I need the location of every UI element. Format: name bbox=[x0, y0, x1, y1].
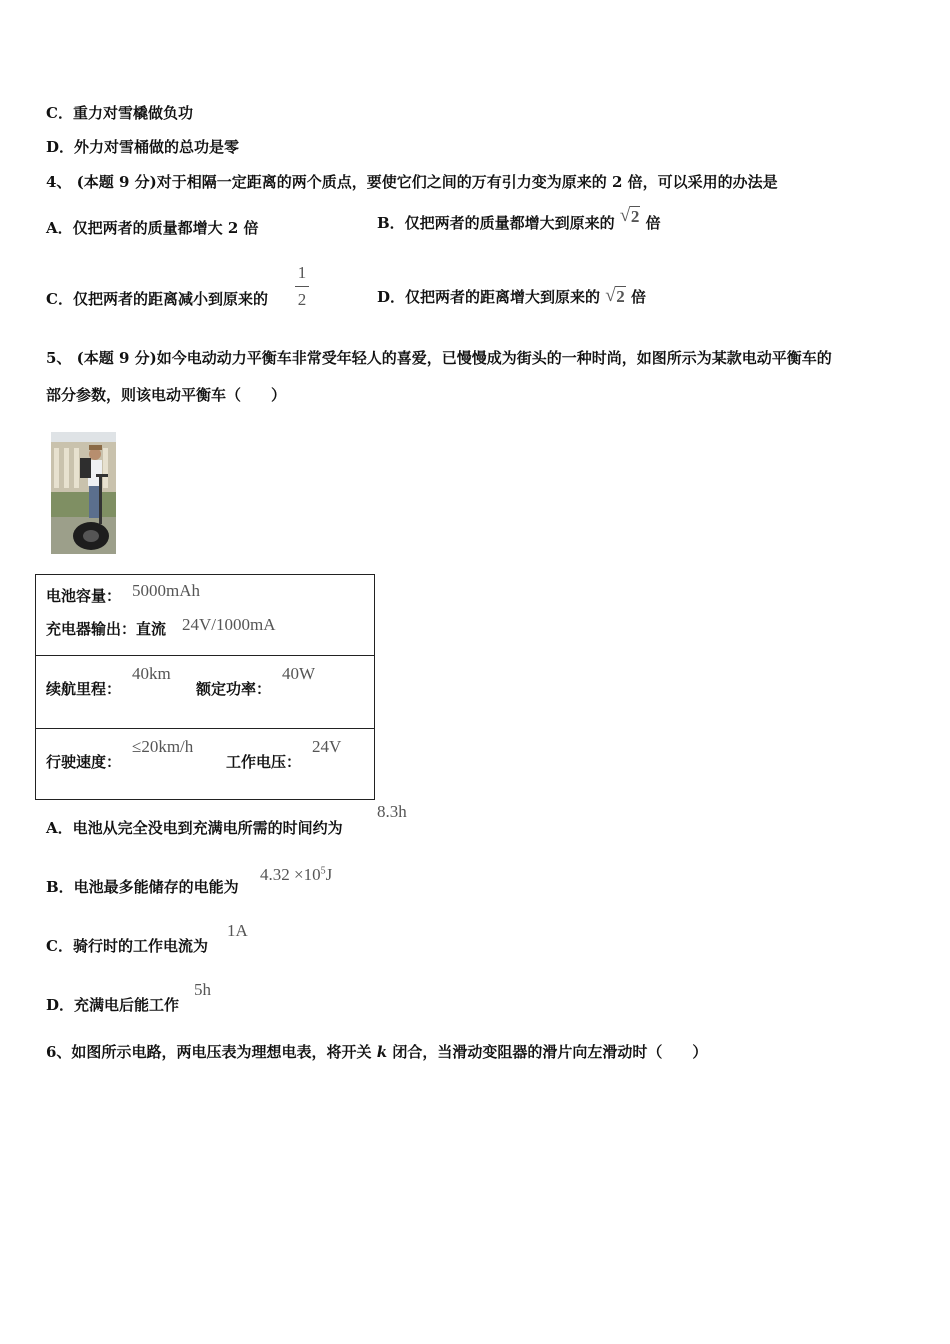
q5-stem-line1: 5、 (本题 9 分)如今电动动力平衡车非常受年轻人的喜爱，已慢慢成为街头的一种时尚，如图所示为某款电动平衡车的 bbox=[46, 349, 832, 367]
fraction-bar bbox=[295, 286, 309, 287]
fraction-numerator: 1 bbox=[297, 263, 307, 282]
q5-option-a-value: 8.3h bbox=[377, 802, 407, 821]
q4-option-b-radicand: 2 bbox=[630, 207, 640, 226]
q4-option-d-radicand: 2 bbox=[616, 287, 625, 306]
radical-icon: √ bbox=[619, 205, 631, 226]
speed-value: ≤20km/h bbox=[132, 737, 194, 756]
range-value: 40km bbox=[132, 664, 171, 683]
balance-scooter-photo bbox=[51, 432, 116, 554]
q4-option-b-suffix: 倍 bbox=[645, 214, 661, 232]
q5-option-b-unit: J bbox=[325, 865, 333, 884]
q3-option-d: D．外力对雪桶做的总功是零 bbox=[46, 138, 240, 156]
table-row bbox=[36, 729, 375, 800]
table-cell bbox=[36, 575, 375, 656]
q4-option-b-text: B．仅把两者的质量都增大到原来的 bbox=[377, 214, 615, 232]
table-cell bbox=[36, 729, 375, 800]
q4-option-b bbox=[377, 205, 661, 233]
q5-option-b: B．电池最多能储存的电能为 bbox=[46, 878, 239, 896]
q6-switch-symbol: k bbox=[376, 1043, 388, 1061]
battery-row bbox=[46, 581, 364, 613]
speed-label: 行驶速度： bbox=[46, 753, 122, 771]
power-value: 40W bbox=[282, 664, 316, 683]
q4-option-d-suffix: 倍 bbox=[630, 288, 646, 306]
q4-option-c-text: C．仅把两者的距离减小到原来的 bbox=[46, 290, 268, 308]
q6-stem bbox=[46, 1041, 707, 1062]
q4-option-a: A．仅把两者的质量都增大 2 倍 bbox=[46, 219, 259, 237]
fraction-denominator: 2 bbox=[297, 290, 307, 309]
speed-voltage-row bbox=[46, 729, 364, 799]
table-cell bbox=[36, 656, 375, 729]
scooter-parameters-table bbox=[35, 574, 375, 800]
q4-option-c bbox=[46, 288, 268, 309]
radical-icon: √ bbox=[605, 285, 616, 306]
battery-label: 电池容量： bbox=[46, 587, 122, 605]
voltage-label: 工作电压： bbox=[226, 753, 302, 771]
range-power-row bbox=[46, 656, 364, 728]
q5-option-c: C．骑行时的工作电流为 bbox=[46, 937, 208, 955]
q6-stem-text: 6、如图所示电路，两电压表为理想电表，将开关 bbox=[46, 1043, 372, 1061]
q3-option-c: C．重力对雪橇做负功 bbox=[46, 104, 193, 122]
table-row bbox=[36, 575, 375, 656]
charger-row bbox=[46, 613, 364, 645]
q4-stem: 4、 (本题 9 分)对于相隔一定距离的两个质点，要使它们之间的万有引力变为原来的 2 倍，可以采用的办法是 bbox=[46, 173, 778, 191]
charger-label: 充电器输出：直流 bbox=[46, 620, 167, 638]
charger-value: 24V/1000mA bbox=[182, 615, 276, 634]
q5-stem-line2: 部分参数，则该电动平衡车（ ） bbox=[46, 386, 287, 404]
q5-option-a: A．电池从完全没电到充满电所需的时间约为 bbox=[46, 819, 343, 837]
sqrt-symbol bbox=[605, 287, 626, 307]
power-label: 额定功率： bbox=[196, 680, 272, 698]
range-label: 续航里程： bbox=[46, 680, 122, 698]
sqrt-symbol bbox=[620, 207, 641, 227]
q5-option-d-value: 5h bbox=[194, 980, 211, 999]
q4-option-d bbox=[377, 286, 646, 307]
voltage-value: 24V bbox=[312, 737, 342, 756]
q5-option-d: D．充满电后能工作 bbox=[46, 996, 180, 1014]
q5-option-c-value: 1A bbox=[227, 921, 248, 940]
q5-option-b-exponent: 5 bbox=[320, 865, 326, 877]
q5-option-b-value bbox=[260, 865, 332, 885]
q4-option-c-fraction bbox=[295, 263, 309, 310]
balance-scooter-image bbox=[51, 432, 116, 554]
q4-option-d-text: D．仅把两者的距离增大到原来的 bbox=[377, 288, 601, 306]
q6-stem-text-end: 闭合，当滑动变阻器的滑片向左滑动时（ ） bbox=[392, 1043, 708, 1061]
table-row bbox=[36, 656, 375, 729]
battery-value: 5000mAh bbox=[132, 581, 200, 600]
q5-option-b-mantissa: 4.32 ×10 bbox=[260, 865, 321, 884]
